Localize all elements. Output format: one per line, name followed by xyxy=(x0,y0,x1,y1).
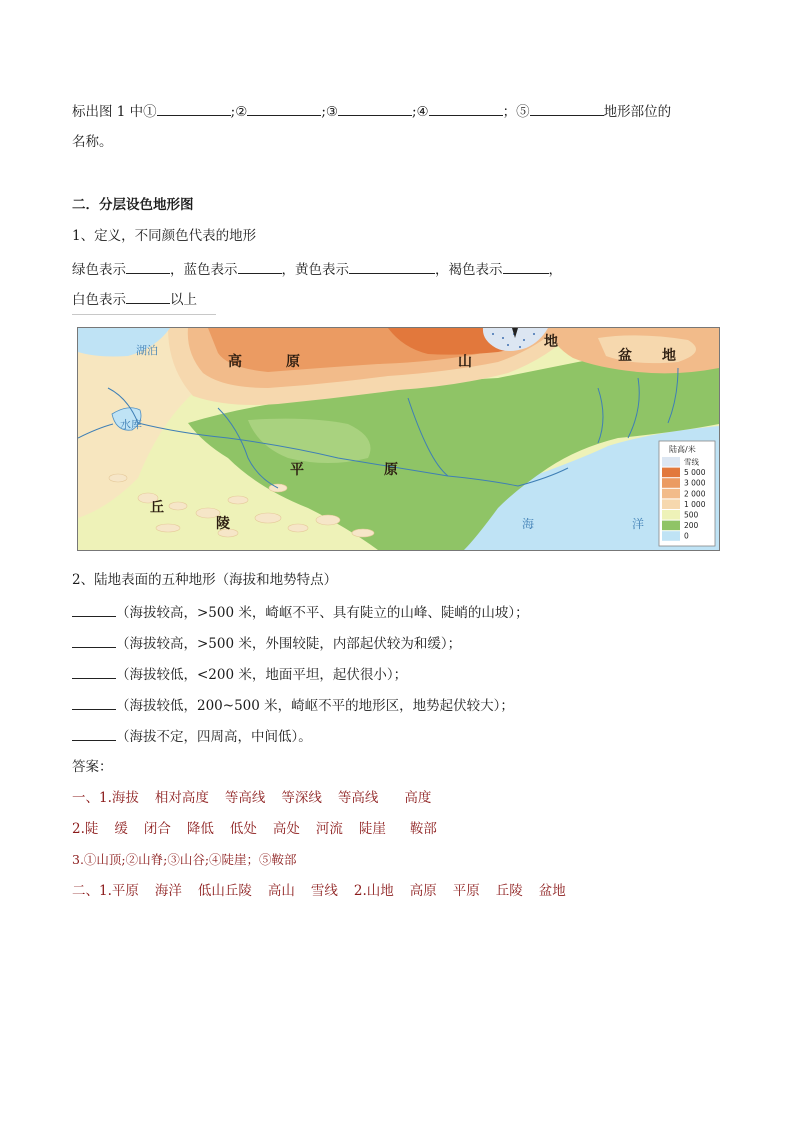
label-di1: 地 xyxy=(544,334,558,350)
legend-swatch xyxy=(662,478,680,488)
answer-line-1 xyxy=(72,789,431,807)
blank-green[interactable] xyxy=(126,259,170,274)
label-hai: 海 xyxy=(522,517,535,531)
answer-item: 等高线 xyxy=(224,790,266,806)
figure-divider xyxy=(72,314,216,315)
label-reservoir: 水库 xyxy=(120,418,142,431)
answer-item: 高处 xyxy=(272,821,300,837)
q3-text-c: 名称。 xyxy=(72,134,113,150)
legend-label: 200 xyxy=(684,521,699,531)
q2-title: 2、陆地表面的五种地形（海拔和地势特点） xyxy=(72,572,338,588)
legend-label: 1 000 xyxy=(684,499,706,509)
q2-item-text: （海拔较低，<200 米，地面平坦，起伏很小）； xyxy=(116,667,408,683)
answer-item: 缓 xyxy=(114,821,128,837)
answer-item: 相对高度 xyxy=(154,790,209,806)
answer-item: 二、1.平原 xyxy=(72,883,139,899)
q3-sep: ；⑤ xyxy=(502,104,530,120)
legend-label: 2 000 xyxy=(684,489,706,499)
label-yuan2: 原 xyxy=(384,462,398,478)
label-yuan: 原 xyxy=(286,354,300,370)
legend-swatch xyxy=(662,499,680,509)
label-di2: 地 xyxy=(662,348,676,364)
answer-item: 陡崖 xyxy=(358,821,386,837)
blank-yellow[interactable] xyxy=(349,259,435,274)
label-lake: 湖泊 xyxy=(136,344,158,357)
q2-item-1 xyxy=(72,602,529,622)
answer-item: 高度 xyxy=(404,790,432,806)
blank-q2-2[interactable] xyxy=(72,633,116,648)
answer-item: 2.山地 xyxy=(353,883,394,899)
answer-item: 闭合 xyxy=(143,821,171,837)
answer-item: 降低 xyxy=(186,821,214,837)
answer-item: 高原 xyxy=(409,883,437,899)
q1-title: 1、定义，不同颜色代表的地形 xyxy=(72,228,257,244)
q2-item-text: （海拔较高，>500 米，外围较陡，内部起伏较为和缓）； xyxy=(116,636,462,652)
q3-sep: ;③ xyxy=(321,104,338,120)
label-qiu: 丘 xyxy=(150,500,164,516)
blank-q2-3[interactable] xyxy=(72,664,116,679)
label-ping: 平 xyxy=(290,462,304,478)
q2-item-4 xyxy=(72,695,514,715)
blank-brown[interactable] xyxy=(503,259,549,274)
q2-item-5 xyxy=(72,726,312,746)
answer-item: 2.陡 xyxy=(72,821,99,837)
blank-q2-5[interactable] xyxy=(72,726,116,741)
label-pen: 盆 xyxy=(618,348,632,364)
blank-4[interactable] xyxy=(429,101,503,116)
blank-q2-1[interactable] xyxy=(72,602,116,617)
legend-swatch xyxy=(662,531,680,541)
q3-sep: ;④ xyxy=(411,104,429,120)
label-shan: 山 xyxy=(458,354,472,370)
legend-swatch xyxy=(662,510,680,520)
q2-item-text: （海拔较低，200~500 米，崎岖不平的地形区，地势起伏较大）； xyxy=(116,698,514,714)
legend-label: 5 000 xyxy=(684,468,706,478)
blank-q2-4[interactable] xyxy=(72,695,116,710)
answer-item: 河流 xyxy=(315,821,343,837)
legend-label: 3 000 xyxy=(684,478,706,488)
blank-1[interactable] xyxy=(157,101,231,116)
legend-swatch xyxy=(662,457,680,467)
q2-item-text: （海拔较高，>500 米，崎岖不平、具有陡立的山峰、陡峭的山坡）； xyxy=(116,605,529,621)
answer-item: 丘陵 xyxy=(495,883,523,899)
q3-text-a: 标出图 1 中① xyxy=(72,104,157,120)
answer-item: 低山丘陵 xyxy=(197,883,252,899)
answer-line-3: 3.①山顶;②山脊;③山谷;④陡崖；⑤鞍部 xyxy=(72,852,297,867)
q1-blue-text: ，蓝色表示 xyxy=(170,262,238,278)
answer-item: 鞍部 xyxy=(409,821,437,837)
answer-item: 一、1.海拔 xyxy=(72,790,139,806)
answer-item: 高山 xyxy=(267,883,295,899)
answer-item: 等高线 xyxy=(337,790,379,806)
q3-text-b: 地形部位的 xyxy=(603,104,672,120)
terrain-map xyxy=(77,327,720,551)
blank-blue[interactable] xyxy=(238,259,282,274)
q1-yellow-text: ，黄色表示 xyxy=(281,262,349,278)
q2-item-text: （海拔不定，四周高，中间低）。 xyxy=(116,729,312,745)
legend-swatch xyxy=(662,468,680,478)
q1-green-text: 绿色表示 xyxy=(72,262,126,278)
legend-swatch xyxy=(662,521,680,531)
q2-item-3 xyxy=(72,664,407,684)
answer-item: 盆地 xyxy=(538,883,566,899)
q3-sep: ;② xyxy=(230,104,248,120)
q1-end: ， xyxy=(548,262,562,278)
answer-item: 海洋 xyxy=(154,883,182,899)
blank-3[interactable] xyxy=(338,101,412,116)
label-ling: 陵 xyxy=(216,516,230,532)
legend-title: 陆高/米 xyxy=(669,445,696,454)
answer-line-4 xyxy=(72,882,566,900)
legend-label: 雪线 xyxy=(684,457,699,467)
q1-white-end: 以上 xyxy=(170,292,197,308)
label-gao: 高 xyxy=(228,354,242,370)
q3-line-2 xyxy=(72,133,113,151)
blank-5[interactable] xyxy=(530,101,604,116)
q1-line-2 xyxy=(72,289,197,309)
label-yang: 洋 xyxy=(632,517,645,531)
answer-item: 等深线 xyxy=(281,790,322,806)
legend-label: 500 xyxy=(684,510,699,520)
blank-2[interactable] xyxy=(247,101,321,116)
legend-swatch xyxy=(662,489,680,499)
q2-item-2 xyxy=(72,633,461,653)
q1-line xyxy=(72,259,562,279)
q3-line xyxy=(72,101,671,121)
section-heading: 二．分层设色地形图 xyxy=(72,197,194,213)
answer-item: 低处 xyxy=(229,821,257,837)
answer-line-2 xyxy=(72,820,437,838)
legend-label: 0 xyxy=(684,531,689,541)
q1-white-text: 白色表示 xyxy=(72,292,126,308)
answer-item: 雪线 xyxy=(310,883,338,899)
answer-item: 平原 xyxy=(452,883,480,899)
q1-brown-text: ，褐色表示 xyxy=(435,262,503,278)
answers-title: 答案： xyxy=(72,759,113,775)
blank-white[interactable] xyxy=(126,289,170,304)
